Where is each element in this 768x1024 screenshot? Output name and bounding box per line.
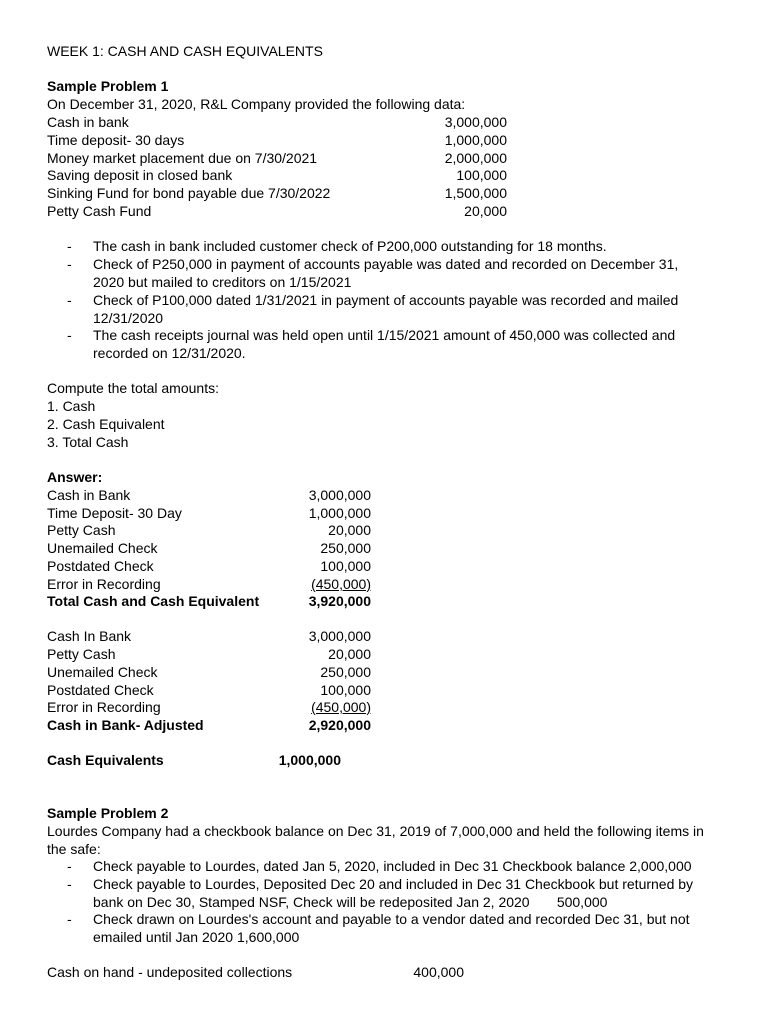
item-label: Cash In Bank [47, 628, 132, 644]
note-text: bank on Dec 30, Stamped NSF, Check will be redeposited Jan 2, 2020 500,000 [93, 894, 608, 910]
table-row [47, 576, 371, 594]
problem2-intro: Lourdes Company had a checkbook balance on Dec 31, 2019 of 7,000,000 and held the following items in [47, 823, 704, 839]
cash-equivalents-label: Cash Equivalents [47, 752, 164, 768]
total-row [47, 593, 371, 611]
table-row [47, 646, 371, 664]
item-value: (450,000) [311, 699, 371, 715]
note-text: 12/31/2020 [93, 310, 164, 326]
item-label: Time deposit- 30 days [47, 132, 185, 148]
item-value: 20,000 [328, 522, 371, 538]
item-label: Cash in bank [47, 114, 129, 130]
table-row [47, 682, 371, 700]
cash-equivalents-row [47, 752, 341, 770]
problem2-heading: Sample Problem 2 [47, 805, 169, 821]
bullet-dash: - [67, 327, 72, 343]
table-row [47, 664, 371, 682]
bullet-dash: - [67, 256, 72, 272]
answer-heading: Answer: [47, 469, 103, 485]
table-row [47, 558, 371, 576]
item-label: Unemailed Check [47, 664, 158, 680]
item-label: Money market placement due on 7/30/2021 [47, 150, 318, 166]
item-value: 3,000,000 [444, 114, 507, 130]
item-value: 20,000 [464, 203, 507, 219]
item-value: 3,000,000 [308, 487, 371, 503]
bullet-dash: - [67, 292, 72, 308]
bullet-dash: - [67, 238, 72, 254]
item-value: 250,000 [320, 540, 371, 556]
problem1-heading: Sample Problem 1 [47, 78, 169, 94]
item-value: 100,000 [456, 167, 507, 183]
item-label: Error in Recording [47, 576, 161, 592]
item-value: 20,000 [328, 646, 371, 662]
item-label: Sinking Fund for bond payable due 7/30/2022 [47, 185, 331, 201]
item-value: (450,000) [311, 576, 371, 592]
cash-equivalents-value: 1,000,000 [278, 752, 341, 768]
item-label: Postdated Check [47, 558, 154, 574]
table-row [47, 505, 371, 523]
table-row [47, 540, 371, 558]
table-row [47, 487, 371, 505]
compute-item: 2. Cash Equivalent [47, 416, 165, 432]
total-value: 2,920,000 [308, 717, 371, 733]
item-label: Saving deposit in closed bank [47, 167, 233, 183]
compute-heading: Compute the total amounts: [47, 380, 219, 396]
note-text: recorded on 12/31/2020. [93, 345, 246, 361]
note-text: 2020 but mailed to creditors on 1/15/2021 [93, 274, 352, 290]
note-text: The cash receipts journal was held open until 1/15/2021 amount of 450,000 was collected and [93, 327, 676, 343]
table-row [47, 522, 371, 540]
table-row [47, 628, 371, 646]
compute-item: 1. Cash [47, 398, 96, 414]
item-label: Time Deposit- 30 Day [47, 505, 182, 521]
item-label: Unemailed Check [47, 540, 158, 556]
item-label: Cash in Bank [47, 487, 131, 503]
bullet-dash: - [67, 858, 72, 874]
cash-on-hand-row [47, 964, 464, 982]
item-value: 1,000,000 [444, 132, 507, 148]
total-label: Cash in Bank- Adjusted [47, 717, 204, 733]
total-value: 3,920,000 [308, 593, 371, 609]
compute-item: 3. Total Cash [47, 434, 129, 450]
item-value: 100,000 [320, 558, 371, 574]
item-value: 100,000 [320, 682, 371, 698]
table-row [47, 185, 507, 203]
cash-on-hand-value: 400,000 [413, 964, 464, 980]
table-row [47, 167, 507, 185]
note-text: Check payable to Lourdes, dated Jan 5, 2020, included in Dec 31 Checkbook balance 2,000,000 [93, 858, 692, 874]
item-value: 1,500,000 [444, 185, 507, 201]
note-text: Check of P250,000 in payment of accounts payable was dated and recorded on December 31, [93, 256, 679, 272]
problem2-intro-continuation: the safe: [47, 841, 101, 857]
note-text: Check drawn on Lourdes's account and payable to a vendor dated and recorded Dec 31, but not [93, 911, 690, 927]
item-value: 2,000,000 [444, 150, 507, 166]
table-row [47, 203, 507, 221]
problem1-intro: On December 31, 2020, R&L Company provided the following data: [47, 96, 466, 112]
item-value: 1,000,000 [308, 505, 371, 521]
item-label: Error in Recording [47, 699, 161, 715]
item-label: Postdated Check [47, 682, 154, 698]
item-label: Petty Cash [47, 522, 116, 538]
item-value: 3,000,000 [308, 628, 371, 644]
total-label: Total Cash and Cash Equivalent [47, 593, 260, 609]
table-row [47, 132, 507, 150]
item-value: 250,000 [320, 664, 371, 680]
note-text: Check of P100,000 dated 1/31/2021 in payment of accounts payable was recorded and mailed [93, 292, 679, 308]
bullet-dash: - [67, 876, 72, 892]
note-text: Check payable to Lourdes, Deposited Dec 20 and included in Dec 31 Checkbook but returned by [93, 876, 694, 892]
table-row [47, 114, 507, 132]
table-row [47, 150, 507, 168]
note-text: The cash in bank included customer check of P200,000 outstanding for 18 months. [93, 238, 607, 254]
cash-on-hand-label: Cash on hand - undeposited collections [47, 964, 293, 980]
item-label: Petty Cash Fund [47, 203, 152, 219]
page-title: WEEK 1: CASH AND CASH EQUIVALENTS [47, 43, 323, 59]
item-label: Petty Cash [47, 646, 116, 662]
table-row [47, 699, 371, 717]
note-text: emailed until Jan 2020 1,600,000 [93, 929, 300, 945]
total-row [47, 717, 371, 735]
bullet-dash: - [67, 911, 72, 927]
